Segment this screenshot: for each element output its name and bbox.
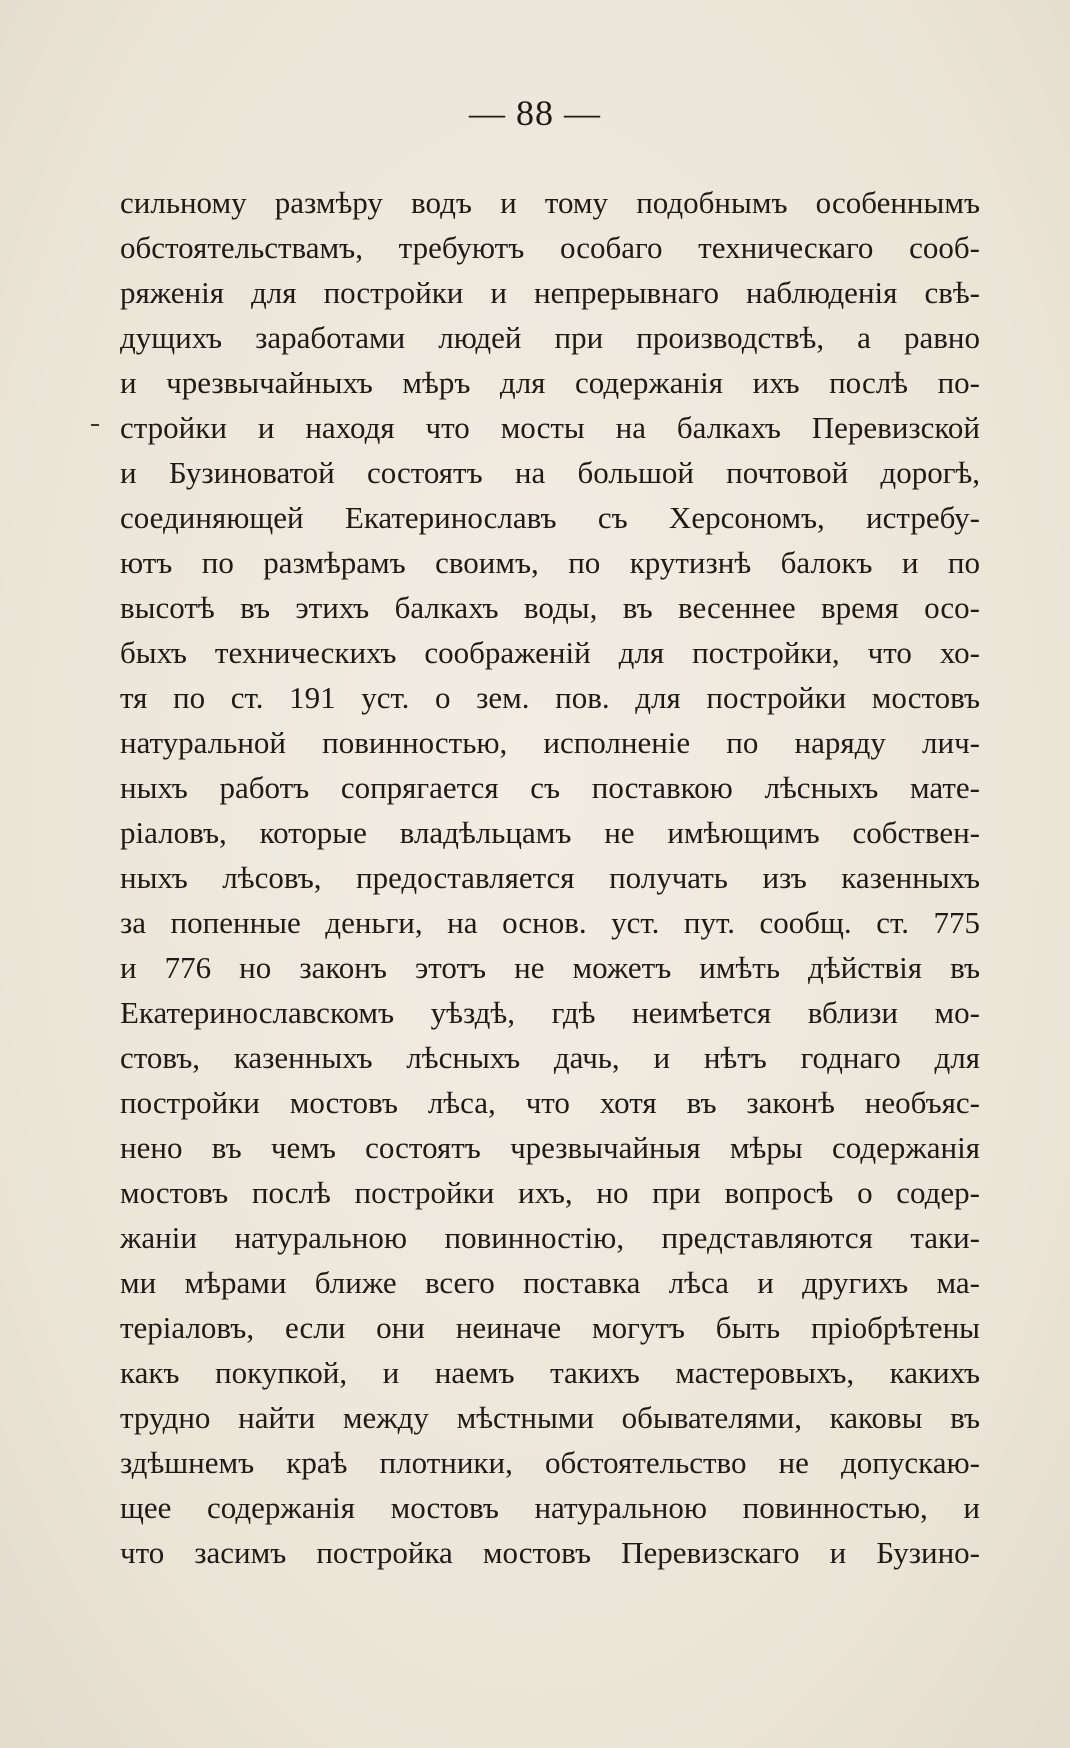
text-line: Екатеринославскомъ уѣздѣ, гдѣ неимѣется вблизи мо- xyxy=(120,995,980,1030)
text-line: сильному размѣру водъ и тому подобнымъ особеннымъ xyxy=(120,185,980,220)
text-line: высотѣ въ этихъ балкахъ воды, въ весеннее время осо- xyxy=(120,590,980,625)
text-line: и чрезвычайныхъ мѣръ для содержанія ихъ послѣ по- xyxy=(120,365,980,400)
text-line: дущихъ заработами людей при производствѣ, а равно xyxy=(120,320,980,355)
text-line: какъ покупкой, и наемъ такихъ мастеровыхъ, какихъ xyxy=(120,1355,980,1390)
text-line: ютъ по размѣрамъ своимъ, по крутизнѣ балокъ и по xyxy=(120,545,980,580)
text-line: щее содержанія мостовъ натуральною повинностью, и xyxy=(120,1490,980,1525)
text-line: ряженія для постройки и непрерывнаго наблюденія свѣ- xyxy=(120,275,980,310)
text-line: стовъ, казенныхъ лѣсныхъ дачь, и нѣтъ годнаго для xyxy=(120,1040,980,1075)
text-line: ныхъ работъ сопрягается съ поставкою лѣсныхъ мате- xyxy=(120,770,980,805)
text-line: ми мѣрами ближе всего поставка лѣса и другихъ ма- xyxy=(120,1265,980,1300)
text-line: трудно найти между мѣстными обывателями, каковы въ xyxy=(120,1400,980,1435)
text-line: ныхъ лѣсовъ, предоставляется получать изъ казенныхъ xyxy=(120,860,980,895)
text-line: теріаловъ, если они неиначе могутъ быть пріобрѣтены xyxy=(120,1310,980,1345)
margin-mark xyxy=(91,424,99,426)
text-line: за попенные деньги, на основ. уст. пут. сообщ. ст. 775 xyxy=(120,905,980,940)
text-line: быхъ техническихъ соображеній для постройки, что хо- xyxy=(120,635,980,670)
text-line: что засимъ постройка мостовъ Перевизскаго и Бузино- xyxy=(120,1535,980,1570)
text-line: нено въ чемъ состоятъ чрезвычайныя мѣры содержанія xyxy=(120,1130,980,1165)
text-line: соединяющей Екатеринославъ съ Херсономъ, истребу- xyxy=(120,500,980,535)
text-line: здѣшнемъ краѣ плотники, обстоятельство не допускаю- xyxy=(120,1445,980,1480)
text-line: тя по ст. 191 уст. о зем. пов. для постройки мостовъ xyxy=(120,680,980,715)
text-line: жаніи натуральною повинностію, представляются таки- xyxy=(120,1220,980,1255)
text-line: стройки и находя что мосты на балкахъ Перевизской xyxy=(120,410,980,445)
text-line: натуральной повинностью, исполненіе по наряду лич- xyxy=(120,725,980,760)
text-line: ріаловъ, которые владѣльцамъ не имѣющимъ собствен- xyxy=(120,815,980,850)
text-line: постройки мостовъ лѣса, что хотя въ законѣ необъяс- xyxy=(120,1085,980,1120)
text-line: и Бузиноватой состоятъ на большой почтовой дорогѣ, xyxy=(120,455,980,490)
page-number: — 88 — xyxy=(469,93,601,133)
text-line: и 776 но законъ этотъ не можетъ имѣть дѣйствія въ xyxy=(120,950,980,985)
text-line: мостовъ послѣ постройки ихъ, но при вопросѣ о содер- xyxy=(120,1175,980,1210)
text-line: обстоятельствамъ, требуютъ особаго техническаго сооб- xyxy=(120,230,980,265)
body-text xyxy=(120,180,980,1575)
